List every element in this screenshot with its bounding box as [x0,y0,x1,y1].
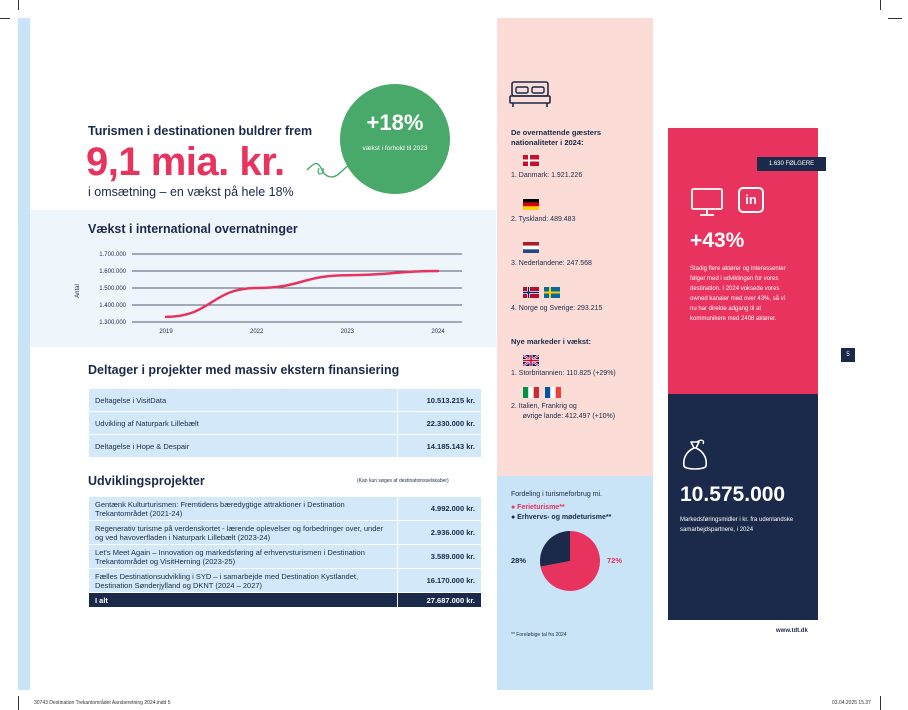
print-date: 03.04.2025 15.37 [832,700,871,706]
marketing-text: Markedsføringsmidler i kr. fra udenlandske samarbejdspartnere, i 2024 [680,517,794,533]
website-link[interactable]: www.tdt.dk [776,628,808,634]
row-label: Gentænk Kulturturismen: Fremtidens bæredygtige attraktioner i Destination Trekantområdet (2021-24) [89,497,398,521]
pie-label-business: 28% [511,556,527,565]
row-label: Fælles Destinationsudvikling i SYD – i samarbejde med Destination Kystlandet, Destination Sønderjylland og DKNT (2024 – 2027) [89,569,398,593]
table-row [89,521,482,545]
table-row [89,435,482,458]
y-axis-label: Antal [75,284,81,298]
table2-note: (Kan kun søges af destinationsselskaber) [357,478,449,484]
netherlands-flag-icon [523,242,539,253]
denmark-flag-icon [523,155,539,166]
row-value: 14.185.143 kr. [398,435,482,458]
row-value: 4.992.000 kr. [398,497,482,521]
distribution-title: Fordeling i turismeforbrug mi. [511,491,603,498]
chart-title: Vækst i international overnatninger [88,222,298,236]
row-value: 2.936.000 kr. [398,521,482,545]
pie-label-leisure: 72% [607,556,623,565]
nationality-item: 1. Danmark: 1.921.226 [511,172,583,179]
table-row [89,497,482,521]
uk-flag-icon [523,355,539,366]
growth-circle [340,84,450,194]
table-row [89,389,482,412]
total-row [89,593,482,608]
crop-mark [18,696,19,710]
social-text: Stadig flere aktører og interessenter følger med i udviklingen for vores destination. I 2024 voksede vores owned kanaler med over 43%, så vi nu har direkte adgang til at kommunikere med 2408 aktører. [690,266,786,322]
total-label: I alt [89,593,398,608]
y-tick-label: 1.700.000 [99,252,126,258]
line-chart [70,244,470,338]
new-market-item: 2. Italien, Frankrig og [511,403,577,410]
money-bag-icon [681,438,709,472]
nationality-item: 3. Nederlandene: 247.568 [511,260,592,267]
crop-mark [18,0,19,10]
table-row [89,545,482,569]
x-tick-label: 2019 [159,329,173,335]
growth-pct: +18% [366,110,424,135]
row-value: 22.330.000 kr. [398,412,482,435]
print-slug: 30743 Destination Trekantområdet Aarsberetning 2024.indd 5 [34,700,171,706]
nationality-item: 4. Norge og Sverige: 293.215 [511,305,603,312]
row-label: Udvikling af Naturpark Lillebælt [89,412,398,435]
nationalities-title: De overnattende gæsters nationaliteter i 2024: [511,128,602,147]
france-flag-icon [545,387,561,398]
row-label: Deltagelse i VisitData [89,389,398,412]
italy-flag-icon [523,387,539,398]
x-tick-label: 2024 [431,329,445,335]
crop-mark [0,18,10,19]
row-value: 16.170.000 kr. [398,569,482,593]
new-market-item: øvrige lande: 412.497 (+10%) [511,413,616,420]
y-tick-label: 1.400.000 [99,303,126,309]
y-tick-label: 1.500.000 [99,286,126,292]
legend-leisure: ● Ferieturisme** [511,504,565,511]
sweden-flag-icon [544,287,560,298]
y-tick-label: 1.300.000 [99,320,126,326]
subline: i omsætning – en vækst på hele 18% [88,185,294,199]
row-value: 10.513.215 kr. [398,389,482,412]
table1-title: Deltager i projekter med massiv ekstern finansiering [88,363,400,377]
pie-chart [539,530,601,592]
marketing-number: 10.575.000 [680,483,786,506]
footnote: ** Foreløbige tal fra 2024 [511,632,567,638]
germany-flag-icon [523,199,539,210]
table-row [89,569,482,593]
follower-badge: 1.630 FØLGERE [757,157,826,171]
row-label: Regenerativ turisme på verdenskortet - lærende oplevelser og forbedringer over, under og ved havoverfladen i Naturpark Lillebælt (2023-24) [89,521,398,545]
funding-table [88,388,482,458]
pie-slice-business [540,531,570,567]
growth-note: vækst i forhold til 2023 [362,145,428,152]
series-line [166,271,438,317]
social-growth-pct: +43% [690,229,745,252]
big-amount: 9,1 mia. kr. [86,140,285,184]
projects-table [88,496,482,608]
y-tick-label: 1.600.000 [99,269,126,275]
crop-mark [880,0,881,10]
bed-icon [509,80,551,108]
table-row [89,412,482,435]
row-value: 3.589.000 kr. [398,545,482,569]
crop-mark [880,696,881,710]
x-tick-label: 2022 [249,329,264,335]
new-markets-title: Nye markeder i vækst: [511,337,592,346]
marketing-panel [668,394,818,620]
legend-business: ● Erhvervs- og mødeturisme** [511,514,612,521]
linkedin-icon: in [738,187,764,213]
row-label: Deltagelse i Hope & Despair [89,435,398,458]
page-number: 5 [841,348,855,362]
left-strip [18,18,30,690]
norway-flag-icon [523,287,539,298]
nationality-item: 2. Tyskland: 489.483 [511,216,576,223]
x-tick-label: 2023 [340,329,355,335]
table2-title: Udviklingsprojekter [88,474,205,488]
kicker: Turismen i destinationen buldrer frem [88,124,313,138]
total-value: 27.687.000 kr. [398,593,482,608]
crop-mark [888,18,902,19]
row-label: Let's Meet Again – Innovation og markedsføring af erhvervsturismen i Destination Trekantområdet og VisitHerning (2023-25) [89,545,398,569]
new-market-item: 1. Storbritannien: 110.825 (+29%) [511,370,616,377]
monitor-icon [690,187,724,217]
